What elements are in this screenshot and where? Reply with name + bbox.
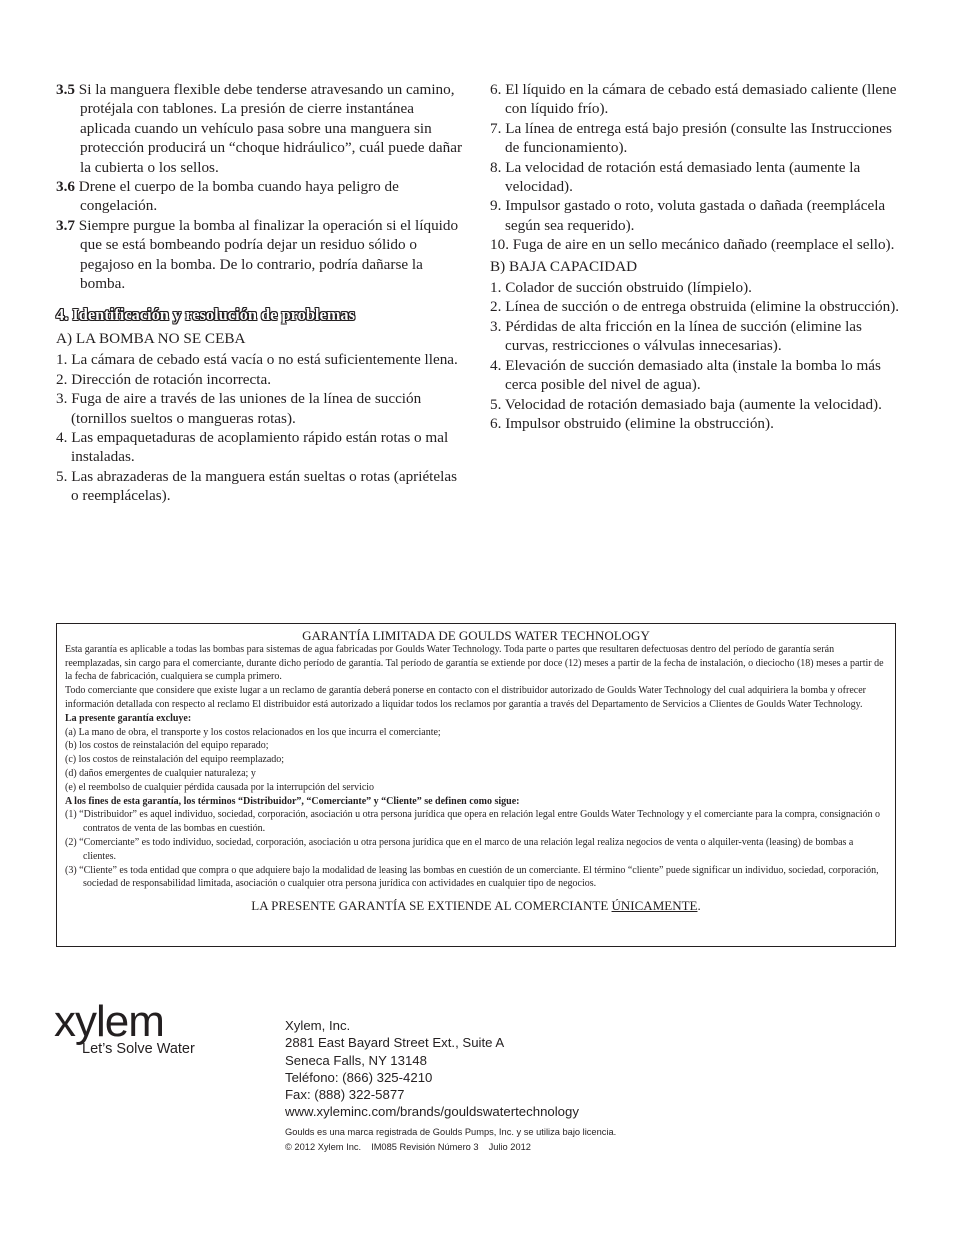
warranty-exclusion: (c) los costos de reinstalación del equipo reemplazado; xyxy=(65,754,285,766)
subsection-heading: A) LA BOMBA NO SE CEBA xyxy=(56,329,246,347)
list-item xyxy=(56,216,466,294)
warranty-footer-end: . xyxy=(697,898,701,914)
fax-line: Fax: (888) 322-5877 xyxy=(285,1087,405,1103)
item-number: 3.5 xyxy=(56,81,75,98)
warranty-terms-heading: A los fines de esta garantía, los términos “Distribuidor”, “Comerciante” y “Cliente” se definen como sigue: xyxy=(65,795,520,807)
section-heading: 4. Identificación y resolución de problemas xyxy=(56,305,355,325)
warranty-term: (1) “Distribuidor” es aquel individuo, sociedad, corporación, asociación u otra persona jurídica que opera en relación legal entre Goulds Water Technology y el comerciante para la compra, consignación o contratos de venta de las bombas en cuestión. xyxy=(65,809,881,835)
list-item: 6. Impulsor obstruido (elimine la obstrucción). xyxy=(490,414,774,432)
warranty-exclusion: (d) daños emergentes de cualquier naturaleza; y xyxy=(65,767,256,779)
list-item: 7. La línea de entrega está bajo presión (consulte las Instrucciones de funcionamiento). xyxy=(490,119,892,157)
warranty-footer-emphasis: ÚNICAMENTE xyxy=(611,898,698,914)
warranty-exclusion: (b) los costos de reinstalación del equipo reparado; xyxy=(65,740,269,752)
item-text: Siempre purgue la bomba al finalizar la operación si el líquido que se está bombeando podría dejar un residuo sólido o pegajoso en la bomba. De lo contrario, podría dañarse la bomba. xyxy=(74,216,459,293)
logo-wordmark: xylem xyxy=(54,997,164,1046)
list-item xyxy=(56,80,466,177)
item-number: 3.7 xyxy=(56,216,75,234)
list-item: 4. Las empaquetaduras de acoplamiento rápido están rotas o mal instaladas. xyxy=(56,428,449,466)
warranty-box xyxy=(56,623,896,947)
doc-id: IM085 Revisión Número 3 xyxy=(371,1142,479,1152)
copyright: © 2012 Xylem Inc. xyxy=(285,1142,362,1152)
warranty-excludes-heading: La presente garantía excluye: xyxy=(65,712,192,724)
phone-line: Teléfono: (866) 325-4210 xyxy=(285,1069,433,1085)
list-item: 5. Velocidad de rotación demasiado baja (aumente la velocidad). xyxy=(490,395,882,413)
list-item: 9. Impulsor gastado o roto, voluta gastada o dañada (reemplácela según sea requerido). xyxy=(490,197,886,234)
doc-date: Julio 2012 xyxy=(488,1142,531,1152)
list-item: 5. Las abrazaderas de la manguera están sueltas o rotas (apriételas o reemplácelas). xyxy=(56,467,458,505)
list-item: 1. La cámara de cebado está vacía o no está suficientemente llena. xyxy=(56,351,458,369)
subsection-heading: B) BAJA CAPACIDAD xyxy=(490,257,638,275)
list-item: 3. Pérdidas de alta fricción en la línea de succión (elimine las curvas, restricciones o válvulas innecesarias). xyxy=(490,317,862,355)
list-item: 6. El líquido en la cámara de cebado está demasiado caliente (llene con líquido frío). xyxy=(490,81,897,118)
warranty-title: GARANTÍA LIMITADA DE GOULDS WATER TECHNOLOGY xyxy=(302,628,650,643)
warranty-footer-text: LA PRESENTE GARANTÍA SE EXTIENDE AL COMERCIANTE xyxy=(251,898,612,914)
list-item: 2. Dirección de rotación incorrecta. xyxy=(56,370,272,388)
warranty-exclusion: (a) La mano de obra, el transporte y los costos relacionados en los que incurra el comerciante; xyxy=(65,726,441,738)
list-item: 1. Colador de succión obstruido (límpielo). xyxy=(490,279,752,297)
warranty-paragraph: Esta garantía es aplicable a todas las bombas para sistemas de agua fabricadas por Goulds Water Technology. Toda parte o partes que resultaren defectuosas dentro del período de garantía serán reemplazadas, sin cargo para el comerciante, durante dicho período de garantía. Tal período de garantía se extiende por doce (12) meses a partir de la fecha de instalación, o dieciocho (18) meses a partir de la fecha de fabricación, cualquiera se cumpla primero. xyxy=(65,643,884,683)
list-item: 2. Línea de succión o de entrega obstruida (elimine la obstrucción). xyxy=(490,298,900,316)
address-line: Seneca Falls, NY 13148 xyxy=(285,1052,427,1068)
right-column xyxy=(490,80,900,433)
list-item: 10. Fuga de aire en un sello mecánico dañado (reemplace el sello). xyxy=(490,236,895,254)
item-number: 3.6 xyxy=(56,178,75,196)
warranty-paragraph: Todo comerciante que considere que existe lugar a un reclamo de garantía deberá ponerse en contacto con el distribuidor autorizado de Goulds Water Technology del cual adquiriera la bomba y ofrecer información detallada con respecto al reclamo El distribuidor está autorizado a liquidar todos los reclamos por garantía a través del Departamento de Servicios a Clientes de Goulds Water Technology. xyxy=(65,685,866,710)
list-item: 8. La velocidad de rotación está demasiado lenta (aumente la velocidad). xyxy=(490,158,861,196)
address-line: 2881 East Bayard Street Ext., Suite A xyxy=(285,1035,505,1051)
item-text: Si la manguera flexible debe tenderse atravesando un camino, protéjala con tablones. La presión de cierre instantánea aplicada cuando un vehículo pasa sobre una manguera sin protección producirá un “choque hidráulico”, cuál puede dañar la cubierta o los sellos. xyxy=(74,81,463,176)
left-column xyxy=(56,80,466,506)
list-item xyxy=(56,177,466,216)
warranty-footer xyxy=(65,899,887,913)
warranty-term: (2) “Comerciante” es todo individuo, sociedad, corporación, asociación u otra persona jurídica que en el marco de una relación legal realiza negocios de venta o alquiler-venta (leasing) de bombas a clientes. xyxy=(65,836,854,862)
website-link[interactable]: www.xyleminc.com/brands/gouldswatertechnology xyxy=(285,1104,579,1120)
list-item: 4. Elevación de succión demasiado alta (instale la bomba lo más cerca posible del nivel de agua). xyxy=(490,356,881,394)
copyright-line xyxy=(285,1142,531,1152)
address-line: Xylem, Inc. xyxy=(285,1018,351,1033)
tagline: Let’s Solve Water xyxy=(82,1041,195,1057)
list-item: 3. Fuga de aire a través de las uniones de la línea de succión (tornillos sueltos o mangueras rotas). xyxy=(56,390,422,427)
address-block xyxy=(285,1017,579,1121)
trademark-note: Goulds es una marca registrada de Goulds Pumps, Inc. y se utiliza bajo licencia. xyxy=(285,1127,617,1137)
warranty-term: (3) “Cliente” es toda entidad que compra o que adquiere bajo la modalidad de leasing las bombas en cuestión de un comerciante. El término “cliente” puede significar un individuo, sociedad, corporación, sociedad de responsabilidad limitada, asociación o cualquier otra persona jurídica con actividades en cualquier tipo de negocios. xyxy=(65,864,879,890)
item-text: Drene el cuerpo de la bomba cuando haya peligro de congelación. xyxy=(74,178,399,215)
warranty-exclusion: (e) el reembolso de cualquier pérdida causada por la interrupción del servicio xyxy=(65,781,375,793)
